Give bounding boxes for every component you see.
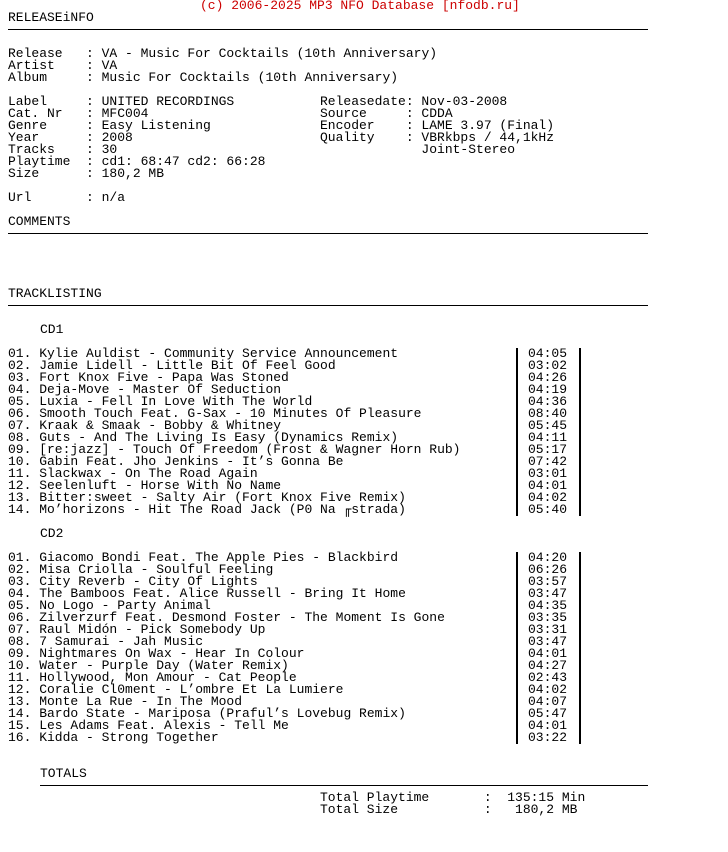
track-duration: 03:22 [528,730,568,745]
track-title: 02. Misa Criolla - Soulful Feeling [8,562,274,577]
track-title: 08. 7 Samurai - Jah Music [8,634,204,649]
table-border-left [516,348,518,516]
track-title: 11. Hollywood, Mon Amour - Cat People [8,670,297,685]
track-title: 14. Mo’horizons - Hit The Road Jack (P0 Na ╓strada) [8,502,406,517]
divider [8,29,648,30]
track-duration: 04:26 [528,370,568,385]
playtime-line: Playtime : cd1: 68:47 cd2: 66:28 [8,154,266,169]
track-duration: 02:43 [528,670,568,685]
artist-line: Artist : VA [8,58,118,73]
track-title: 04. The Bamboos Feat. Alice Russell - Bring It Home [8,586,406,601]
track-title: 10. Water - Purple Day (Water Remix) [8,658,289,673]
track-title: 11. Slackwax - On The Road Again [8,466,258,481]
track-duration: 04:11 [528,430,568,445]
section-title-releaseinfo: RELEASEiNFO [8,10,94,25]
size-line: Size : 180,2 MB [8,166,165,181]
catnr-line: Cat. Nr : MFC004 [8,106,149,121]
divider [40,785,648,786]
track-title: 05. Luxia - Fell In Love With The World [8,394,313,409]
track-duration: 03:57 [528,574,568,589]
section-title-comments: COMMENTS [8,214,71,229]
album-line: Album : Music For Cocktails (10th Anniversary) [8,70,399,85]
track-duration: 03:47 [528,634,568,649]
track-title: 04. Deja-Move - Master Of Seduction [8,382,282,397]
track-duration: 03:01 [528,466,568,481]
track-duration: 04:07 [528,694,568,709]
cd1-title: CD1 [40,322,64,337]
track-duration: 04:01 [528,478,568,493]
site-header: (c) 2006-2025 MP3 NFO Database [nfodb.ru] [200,0,520,13]
tracks-line: Tracks : 30 [8,142,118,157]
genre-line: Genre : Easy Listening [8,118,211,133]
track-duration: 04:19 [528,382,568,397]
track-duration: 04:36 [528,394,568,409]
track-duration: 04:35 [528,598,568,613]
track-duration: 08:40 [528,406,568,421]
track-title: 13. Bitter:sweet - Salty Air (Fort Knox Five Remix) [8,490,406,505]
track-title: 16. Kidda - Strong Together [8,730,219,745]
source-line: Source : CDDA [320,106,453,121]
divider [8,305,648,306]
track-duration: 03:47 [528,586,568,601]
track-title: 08. Guts - And The Living Is Easy (Dynamics Remix) [8,430,399,445]
release-line: Release : VA - Music For Cocktails (10th Anniversary) [8,46,438,61]
releasedate-line: Releasedate: Nov-03-2008 [320,94,508,109]
track-title: 09. [re:jazz] - Touch Of Freedom (Frost & Wagner Horn Rub) [8,442,461,457]
track-title: 09. Nightmares On Wax - Hear In Colour [8,646,305,661]
cd2-title: CD2 [40,526,64,541]
track-title: 03. Fort Knox Five - Papa Was Stoned [8,370,289,385]
track-title: 06. Zilverzurf Feat. Desmond Foster - The Moment Is Gone [8,610,445,625]
track-duration: 04:02 [528,682,568,697]
url-line: Url : n/a [8,190,126,205]
table-border-right [579,552,581,744]
track-title: 03. City Reverb - City Of Lights [8,574,258,589]
track-duration: 04:01 [528,646,568,661]
track-duration: 05:45 [528,418,568,433]
total-playtime: Total Playtime : 135:15 Min [320,790,586,805]
track-duration: 05:47 [528,706,568,721]
track-title: 12. Seelenluft - Horse With No Name [8,478,282,493]
track-duration: 04:02 [528,490,568,505]
track-duration: 04:05 [528,346,568,361]
track-duration: 03:31 [528,622,568,637]
track-title: 06. Smooth Touch Feat. G-Sax - 10 Minutes Of Pleasure [8,406,422,421]
track-title: 13. Monte La Rue - In The Mood [8,694,243,709]
track-duration: 03:02 [528,358,568,373]
track-duration: 05:17 [528,442,568,457]
table-border-right [579,348,581,516]
track-title: 07. Raul Midón - Pick Somebody Up [8,622,266,637]
table-border-left [516,552,518,744]
track-duration: 05:40 [528,502,568,517]
total-size: Total Size : 180,2 MB [320,802,578,817]
year-line: Year : 2008 [8,130,133,145]
track-title: 07. Kraak & Smaak - Bobby & Whitney [8,418,282,433]
track-title: 01. Giacomo Bondi Feat. The Apple Pies - Blackbird [8,550,399,565]
divider [8,233,648,234]
track-duration: 04:27 [528,658,568,673]
track-title: 10. Gabin Feat. Jho Jenkins - It’s Gonna Be [8,454,344,469]
track-duration: 04:01 [528,718,568,733]
section-title-totals: TOTALS [40,766,87,781]
track-title: 01. Kylie Auldist - Community Service Announcement [8,346,399,361]
track-title: 05. No Logo - Party Animal [8,598,211,613]
track-title: 02. Jamie Lidell - Little Bit Of Feel Good [8,358,336,373]
track-title: 15. Les Adams Feat. Alexis - Tell Me [8,718,289,733]
encoder-line: Encoder : LAME 3.97 (Final) [320,118,555,133]
section-title-tracklisting: TRACKLISTING [8,286,102,301]
track-duration: 03:35 [528,610,568,625]
track-title: 14. Bardo State - Mariposa (Praful’s Lovebug Remix) [8,706,406,721]
track-duration: 06:26 [528,562,568,577]
quality-line: Quality : VBRkbps / 44,1kHz [320,130,555,145]
label-line: Label : UNITED RECORDINGS [8,94,235,109]
track-duration: 07:42 [528,454,568,469]
track-duration: 04:20 [528,550,568,565]
track-title: 12. Coralie Cl0ment - L’ombre Et La Lumiere [8,682,344,697]
quality-line-2: Joint-Stereo [320,142,516,157]
